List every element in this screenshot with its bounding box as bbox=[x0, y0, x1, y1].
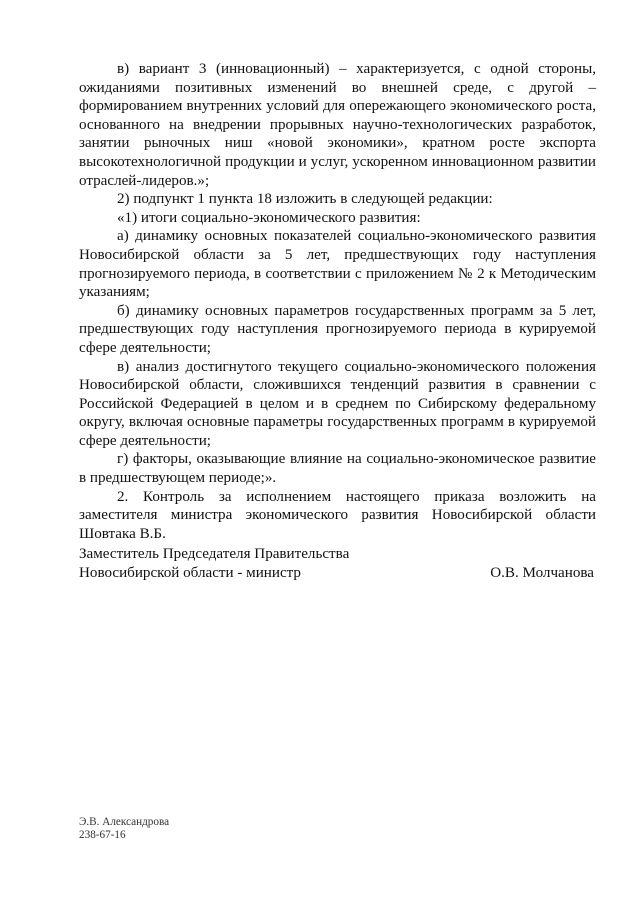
paragraph-item-v: в) анализ достигнутого текущего социально-экономического положения Новосибирской области, сложившихся тенденций развития в сравнении с Российской Федерацией в целом и в среднем по Сибирскому федеральному округу, включая основные параметры государственных программ в курируемой сфере деятельности; bbox=[79, 358, 596, 449]
paragraph-item-a: а) динамику основных показателей социально-экономического развития Новосибирской области за 5 лет, предшествующих году наступления прогнозируемого периода, в соответствии с приложением № 2 к Методическим указаниям; bbox=[79, 228, 596, 301]
signature-line bbox=[79, 564, 596, 583]
paragraph-item-b: б) динамику основных параметров государственных программ за 5 лет, предшествующих году наступления прогнозируемого периода в курируемой сфере деятельности; bbox=[79, 302, 596, 356]
paragraph-control: 2. Контроль за исполнением настоящего приказа возложить на заместителя министра экономического развития Новосибирской области Шовтака В.Б. bbox=[79, 488, 596, 542]
paragraph-subitem-amendment: 2) подпункт 1 пункта 18 изложить в следующей редакции: bbox=[117, 191, 493, 208]
paragraph-item-g: г) факторы, оказывающие влияние на социально-экономическое развитие в предшествующем периоде;». bbox=[79, 451, 596, 487]
executor-phone: 238-67-16 bbox=[79, 828, 126, 841]
executor-name: Э.В. Александрова bbox=[79, 816, 170, 828]
paragraph-variant-3: в) вариант 3 (инновационный) – характеризуется, с одной стороны, ожиданиями позитивных изменений во внешней среде, с другой – формированием внутренних условий для опережающего экономического роста, основанного на внедрении прорывных научно-технологических разработок, занятии рыночных ниш «новой экономики», кратном росте экспорта высокотехнологичной продукции и услуг, ускоренном инновационном развитии отраслей-лидеров.»; bbox=[79, 61, 596, 189]
signatory-position-line1: Заместитель Председателя Правительства bbox=[79, 546, 350, 562]
signature-block bbox=[79, 545, 596, 582]
paragraph-results-heading: «1) итоги социально-экономического развития: bbox=[117, 209, 421, 226]
executor-footer bbox=[79, 816, 169, 841]
document-body bbox=[79, 60, 596, 543]
signatory-name: О.В. Молчанова bbox=[490, 564, 594, 581]
signatory-position-line2: Новосибирской области - министр bbox=[79, 564, 301, 581]
